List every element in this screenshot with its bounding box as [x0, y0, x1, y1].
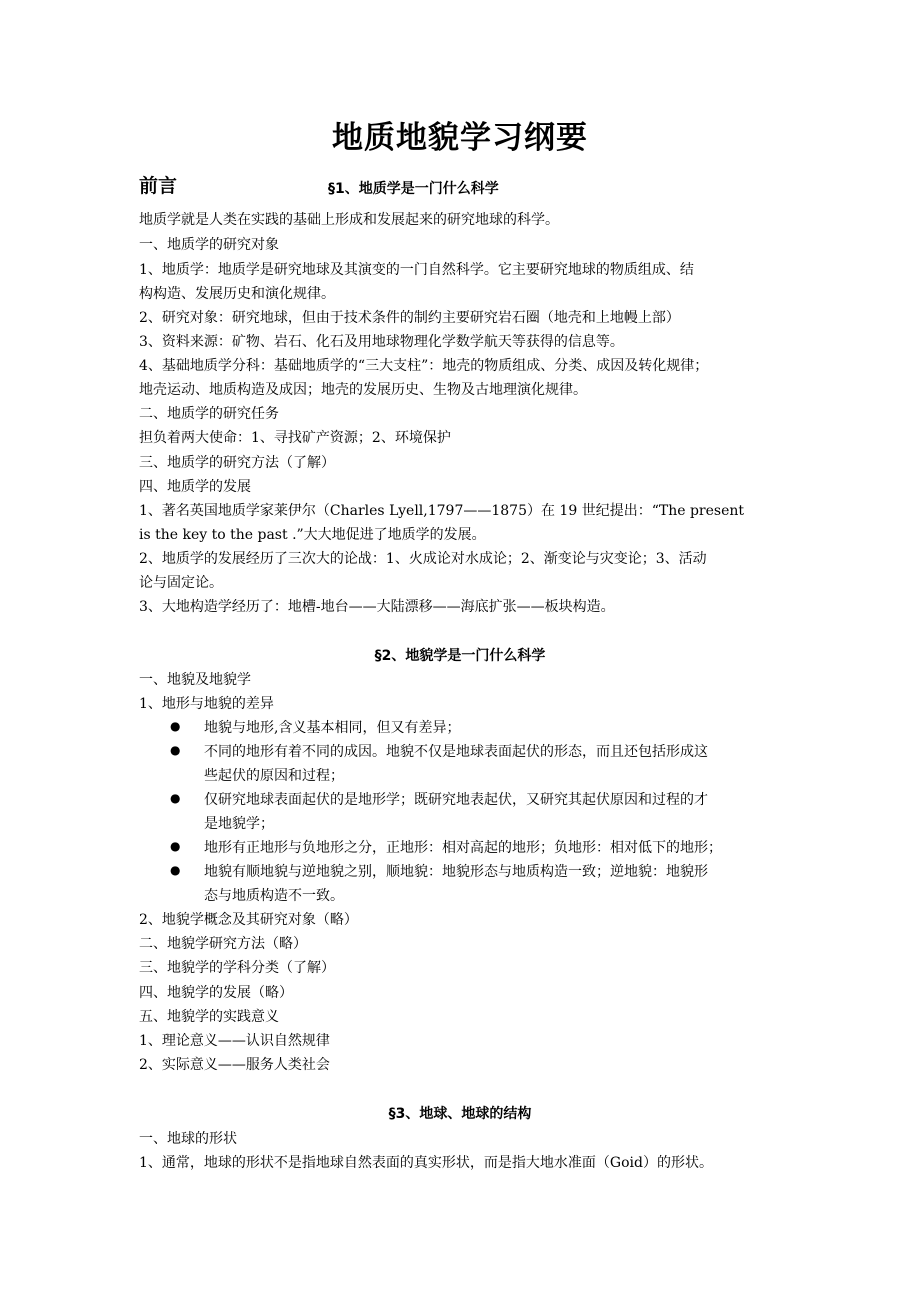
sec2-line: 1、理论意义——认识自然规律 [139, 1033, 330, 1049]
bullet-line: 地貌与地形,含义基本相同，但又有差异； [204, 720, 461, 736]
sec2-line: 四、地貌学的发展（略） [139, 985, 293, 1001]
bullet-line: 地形有正地形与负地形之分，正地形：相对高起的地形；负地形：相对低下的地形； [204, 840, 722, 856]
bullet-dot-icon: ● [170, 743, 181, 757]
sec2-line: 2、实际意义——服务人类社会 [139, 1057, 330, 1073]
bullet-dot-icon: ● [170, 791, 181, 805]
sec2-line: 三、地貌学的学科分类（了解） [139, 960, 335, 976]
sec1-line: 论与固定论。 [139, 575, 223, 591]
section-2-heading: §2、地貌学是一门什么科学 [374, 648, 546, 664]
sec1-line: 二、地质学的研究任务 [139, 406, 279, 422]
sec1-line: 1、地质学：地质学是研究地球及其演变的一门自然科学。它主要研究地球的物质组成、结 [139, 262, 694, 278]
section-1-heading: §1、地质学是一门什么科学 [328, 181, 499, 197]
sec1-line: 地壳运动、地质构造及成因；地壳的发展历史、生物及古地理演化规律。 [139, 382, 587, 398]
bullet-dot-icon: ● [170, 839, 181, 853]
sec1-line: 三、地质学的研究方法（了解） [139, 455, 335, 471]
bullet-dot-icon: ● [170, 863, 181, 877]
sec3-line: 1、通常，地球的形状不是指地球自然表面的真实形状，而是指大地水准面（Goid）的形状。 [139, 1155, 713, 1171]
bullet-dot-icon: ● [170, 719, 181, 733]
sec1-line: is the key to the past .”大大地促进了地质学的发展。 [139, 527, 486, 543]
preface-label: 前言 [139, 175, 178, 197]
bullet-line: 态与地质构造不一致。 [204, 888, 344, 904]
section-3-heading: §3、地球、地球的结构 [388, 1106, 532, 1122]
bullet-line: 是地貌学； [204, 816, 274, 832]
bullet-line: 不同的地形有着不同的成因。地貌不仅是地球表面起伏的形态，而且还包括形成这 [204, 744, 708, 760]
sec1-line: 一、地质学的研究对象 [139, 237, 279, 253]
sec1-line: 4、基础地质学分科：基础地质学的“三大支柱”：地壳的物质组成、分类、成因及转化规律； [139, 358, 709, 374]
sec1-line: 地质学就是人类在实践的基础上形成和发展起来的研究地球的科学。 [139, 212, 559, 228]
sec2-line: 一、地貌及地貌学 [139, 672, 251, 688]
sec1-line: 2、研究对象：研究地球，但由于技术条件的制约主要研究岩石圈（地壳和上地幔上部） [139, 310, 680, 326]
sec1-line: 3、大地构造学经历了：地槽-地台——大陆漂移——海底扩张——板块构造。 [139, 599, 615, 615]
sec1-line: 1、著名英国地质学家莱伊尔（Charles Lyell,1797——1875）在 19 世纪提出：“The present [139, 503, 744, 519]
sec1-line: 担负着两大使命：1、寻找矿产资源；2、环境保护 [139, 430, 451, 446]
sec1-line: 构构造、发展历史和演化规律。 [139, 286, 335, 302]
bullet-line: 地貌有顺地貌与逆地貌之别，顺地貌：地貌形态与地质构造一致；逆地貌：地貌形 [204, 864, 708, 880]
bullet-line: 仅研究地球表面起伏的是地形学；既研究地表起伏，又研究其起伏原因和过程的才 [204, 792, 708, 808]
document-title: 地质地貌学习纲要 [332, 120, 588, 156]
sec2-line: 二、地貌学研究方法（略） [139, 936, 307, 952]
sec2-line: 五、地貌学的实践意义 [139, 1009, 279, 1025]
sec1-line: 2、地质学的发展经历了三次大的论战：1、火成论对水成论；2、渐变论与灾变论；3、活动 [139, 551, 707, 567]
sec1-line: 3、资料来源：矿物、岩石、化石及用地球物理化学数学航天等获得的信息等。 [139, 334, 624, 350]
bullet-line: 些起伏的原因和过程； [204, 768, 344, 784]
sec2-line: 2、地貌学概念及其研究对象（略） [139, 912, 358, 928]
sec1-line: 四、地质学的发展 [139, 479, 251, 495]
sec2-line: 1、地形与地貌的差异 [139, 696, 274, 712]
sec3-line: 一、地球的形状 [139, 1131, 237, 1147]
